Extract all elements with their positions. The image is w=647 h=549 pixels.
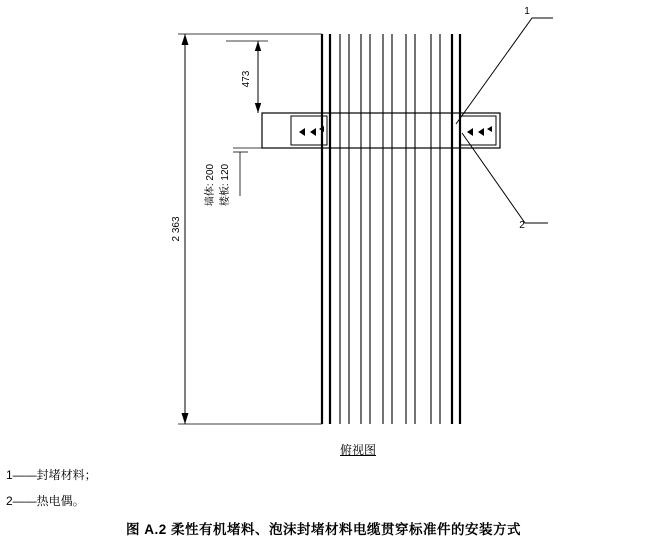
cable-strip-5 [431,34,440,424]
cable-strip-4 [406,34,415,424]
seal-band-group [262,113,500,148]
thermocouple-markers-right [467,126,492,136]
cable-strip-3 [383,34,392,424]
thickness-bracket [233,148,262,196]
dimension-473-label: 473 [241,70,252,88]
dimension-total-height-label: 2 363 [171,216,182,242]
wall-strip-right [452,34,460,424]
seal-band-rect [262,113,500,148]
arrow-top [182,34,189,45]
floor-thickness-label: 楼板: 120 [220,163,231,207]
callout-label-2: 2 [519,220,525,231]
cable-strips-group [322,34,460,424]
figure-caption: 图 A.2 柔性有机堵料、泡沫封堵材料电缆贯穿标准件的安装方式 [125,522,521,537]
cable-strip-2 [361,34,370,424]
arrow-473-top [255,41,261,51]
thermocouple-markers-left [299,126,324,136]
wall-strip-left [322,34,330,424]
wall-thickness-label: 墙体: 200 [205,163,216,207]
leader-line-1 [456,18,553,124]
arrow-473-bottom [255,103,261,113]
callout-label-1: 1 [524,6,530,17]
view-label: 俯视图 [340,443,377,457]
dimension-total-height [178,34,322,424]
leader-line-2 [462,133,548,223]
cable-strip-1 [340,34,349,424]
legend-item-2: 2——热电偶。 [6,494,85,508]
legend-item-1: 1——封堵材料； [6,468,97,482]
arrow-bottom [182,413,189,424]
callout-leaders-group [456,18,553,223]
